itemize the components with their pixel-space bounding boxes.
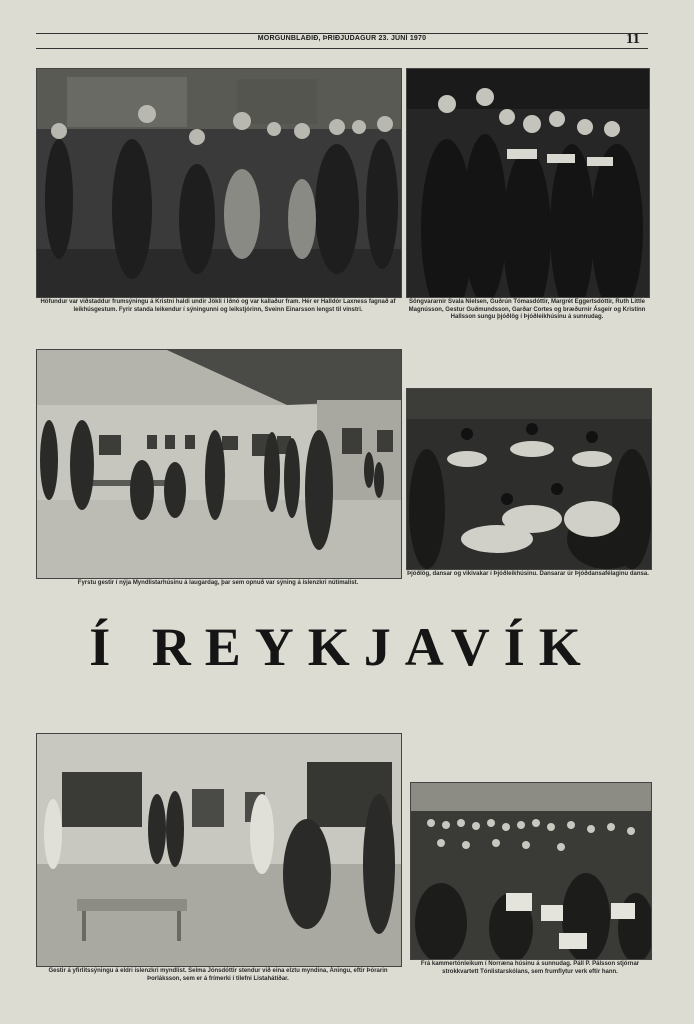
- running-title: MORGUNBLAÐIÐ, ÞRIÐJUDAGUR 23. JÚNÍ 1970: [257, 35, 427, 42]
- photo-gallery-visitors: [36, 349, 402, 579]
- headline: Í REYKJAVÍK: [89, 617, 595, 677]
- photo-theatre-audience: [36, 68, 402, 298]
- photo-folk-dancers: [406, 388, 652, 570]
- photo-caption: Höfundur var viðstaddur frumsýningu á Kristni haldi undir Jökli í Iðnó og var kallaður fram. Hér er Halldór Laxness fagnað af leikhúsgestum. Fyrir standa leikendur í sýningunni og leikstjórinn, Sveinn Einarsson lengst til vinstri.: [40, 299, 396, 313]
- page-header: [36, 33, 648, 49]
- page-number: 11: [625, 31, 640, 47]
- photo-caption: Þjóðlög, dansar og vikivakar í Þjóðleikhúsinu. Dansarar úr Þjóðdansafélaginu dansa.: [407, 571, 649, 577]
- photo-caption: Gestir á yfirlitssýningu á eldri íslenzkri myndlist. Selma Jónsdóttir stendur við eina elztu myndina, Áningu, eftir Þórarin Þorláksson, sem er á frímerki í tilefni Listahátíðar.: [48, 968, 388, 982]
- photo-caption: Söngvararnir Svala Nielsen, Guðrún Tómasdóttir, Margrét Eggertsdóttir, Ruth Little Magnússon, Gestur Guðmundsson, Garðar Cortes og bræðurnir Ásgeir og Kristinn Hallsson sungu þjóðlög í Þjóðleikhúsinu á sunnudag.: [408, 299, 646, 321]
- photo-art-exhibition: [36, 733, 402, 967]
- photo-singers: [406, 68, 650, 298]
- photo-chamber-concert: [410, 782, 652, 960]
- photo-caption: Frá kammertónleikum í Norræna húsinu á sunnudag. Páll P. Pálsson stjórnar strokkvartett Tónlistarskólans, sem frumflytur verk eftir hann.: [420, 961, 640, 975]
- photo-caption: Fyrstu gestir í nýja Myndlistarhúsinu á laugardag, þar sem opnuð var sýning á íslenzkri nútímalist.: [77, 580, 359, 586]
